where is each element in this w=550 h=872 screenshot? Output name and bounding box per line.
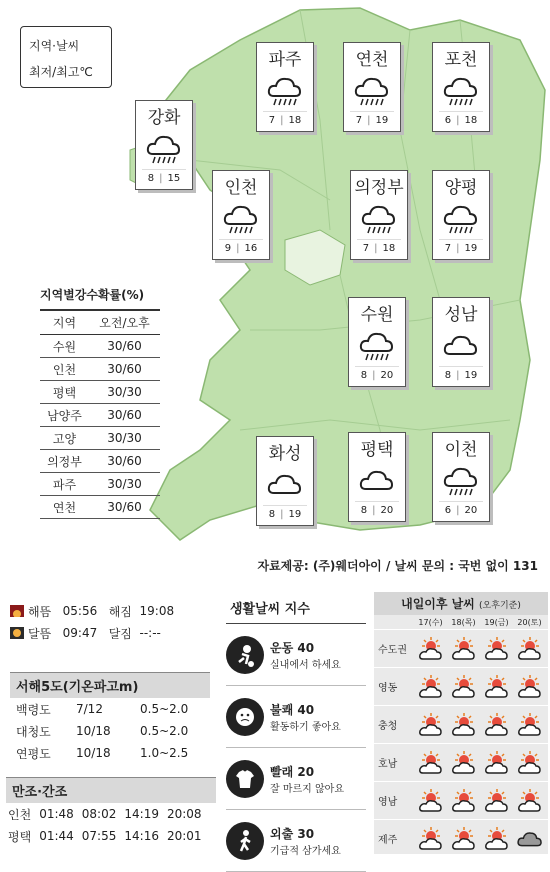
sunset-label: 해짐 (108, 604, 132, 619)
tide-table (6, 777, 216, 847)
index-value: 외출 30 (270, 826, 315, 841)
wave-height: 0.5~2.0 (140, 702, 189, 716)
weather-icon-wrap (349, 461, 405, 499)
sun-cloud-icon (450, 713, 478, 737)
city-name: 강화 (147, 108, 181, 128)
forecast-row (374, 705, 548, 743)
prob-value: 30/60 (89, 450, 160, 473)
temp-high: 20 (380, 370, 394, 381)
wave-height: 1.0~2.5 (140, 746, 189, 760)
temp-range (439, 239, 483, 256)
tomorrow-forecast (374, 592, 548, 854)
tide-time: 14:19 (124, 807, 159, 821)
index-value: 불쾌 40 (270, 702, 315, 717)
temp-low: 7 (444, 243, 452, 254)
temp-range (219, 239, 263, 256)
temp-sep: | (280, 115, 284, 126)
temp-low: 6 (444, 505, 452, 516)
forecast-row (374, 743, 548, 781)
weather-icon-wrap (136, 129, 192, 167)
prob-value: 30/60 (89, 496, 160, 519)
city-name: 수원 (360, 305, 394, 325)
forecast-cell (414, 713, 447, 737)
temp-sep: | (374, 243, 378, 254)
precip-probability-table (40, 286, 160, 519)
moonset-label: 달짐 (108, 626, 132, 641)
sun-cloud-icon (417, 637, 445, 661)
forecast-cell (447, 713, 480, 737)
forecast-region: 충청 (378, 721, 398, 732)
weather-icon-wrap (257, 465, 313, 503)
prob-row (40, 381, 160, 404)
temp-low: 7 (268, 115, 276, 126)
sun-cloud-icon (483, 789, 511, 813)
island-temp: 10/18 (76, 746, 111, 760)
temp-sep: | (159, 173, 163, 184)
life-index-item (226, 624, 366, 686)
cloud-icon (442, 330, 480, 360)
city-name: 파주 (268, 50, 302, 70)
col-region: 지역 (40, 310, 89, 335)
weather-icon-wrap (433, 326, 489, 364)
city-card (348, 432, 406, 522)
city-name: 연천 (355, 50, 389, 70)
sun-row (10, 600, 210, 622)
tide-time: 01:44 (39, 829, 74, 843)
prob-region: 남양주 (40, 404, 89, 427)
prob-region: 평택 (40, 381, 89, 404)
moonrise-icon (10, 627, 24, 639)
sun-cloud-icon (483, 827, 511, 851)
tide-time: 01:48 (39, 807, 74, 821)
prob-region: 의정부 (40, 450, 89, 473)
rain-icon (442, 200, 480, 236)
prob-region: 인천 (40, 358, 89, 381)
sun-cloud-icon (483, 637, 511, 661)
temp-range (142, 169, 186, 186)
temp-range (357, 239, 401, 256)
tide-time: 20:01 (166, 829, 202, 843)
city-name: 포천 (444, 50, 478, 70)
island-temp: 7/12 (76, 702, 103, 716)
prob-row (40, 496, 160, 519)
day-label: 20(토) (517, 617, 542, 627)
temp-sep: | (236, 243, 240, 254)
sea-row (10, 720, 210, 742)
temp-range (355, 366, 399, 383)
tide-place: 인천 (8, 807, 32, 822)
moonrise-label: 달뜸 (28, 626, 52, 641)
sun-cloud-icon (516, 751, 544, 775)
sun-cloud-icon (417, 751, 445, 775)
tide-time: 20:08 (166, 807, 202, 821)
west-sea-islands (10, 672, 210, 764)
tide-row (6, 803, 216, 825)
wave-height: 0.5~2.0 (140, 724, 189, 738)
temp-sep: | (372, 505, 376, 516)
forecast-cell (513, 713, 546, 737)
face-icon (226, 698, 264, 736)
prob-region: 파주 (40, 473, 89, 496)
temp-high: 19 (288, 509, 302, 520)
temp-high: 18 (288, 115, 302, 126)
temp-range (355, 501, 399, 518)
temp-range (439, 366, 483, 383)
life-index-item (226, 810, 366, 872)
tide-title: 만조·간조 (6, 777, 216, 803)
moon-row (10, 622, 210, 644)
temp-low: 8 (360, 505, 368, 516)
forecast-cell (480, 789, 513, 813)
sun-cloud-icon (516, 789, 544, 813)
temp-high: 20 (464, 505, 478, 516)
temp-range (439, 111, 483, 128)
forecast-cell (414, 675, 447, 699)
index-desc: 기급적 삼가세요 (270, 845, 341, 857)
prob-row (40, 450, 160, 473)
temp-high: 18 (464, 115, 478, 126)
forecast-cell (447, 675, 480, 699)
map-legend (20, 26, 112, 88)
city-card (432, 170, 490, 260)
day-label: 17(수) (418, 617, 443, 627)
rain-icon (266, 72, 304, 108)
forecast-cell (513, 827, 546, 851)
prob-region: 수원 (40, 335, 89, 358)
sun-cloud-icon (417, 713, 445, 737)
sunrise-label: 해뜸 (28, 604, 52, 619)
temp-high: 20 (380, 505, 394, 516)
forecast-cell (480, 713, 513, 737)
temp-low: 7 (362, 243, 370, 254)
index-desc: 실내에서 하세요 (270, 659, 341, 671)
island-name: 대청도 (16, 724, 51, 739)
forecast-region: 영동 (378, 683, 398, 694)
cloud-icon (266, 469, 304, 499)
index-desc: 잘 마르지 않아요 (270, 783, 344, 795)
day-label: 19(금) (484, 617, 509, 627)
rain-icon (145, 130, 183, 166)
city-card (432, 42, 490, 132)
forecast-cell (513, 789, 546, 813)
forecast-row (374, 819, 548, 857)
temp-range (263, 111, 307, 128)
index-value: 빨래 20 (270, 764, 315, 779)
temp-high: 19 (375, 115, 389, 126)
life-title: 생활날씨 지수 (226, 592, 366, 624)
temp-sep: | (280, 509, 284, 520)
city-name: 의정부 (354, 178, 404, 198)
temp-low: 7 (355, 115, 363, 126)
city-card (350, 170, 408, 260)
sun-cloud-icon (516, 713, 544, 737)
sun-cloud-icon (417, 789, 445, 813)
tomorrow-title (374, 592, 548, 615)
forecast-row (374, 667, 548, 705)
prob-value: 30/60 (89, 358, 160, 381)
data-source: 자료제공: (주)웨더아이 / 날씨 문의 : 국번 없이 131 (257, 559, 538, 573)
sun-cloud-icon (516, 675, 544, 699)
tomorrow-title-text: 내일이후 날씨 (401, 597, 475, 611)
temp-low: 8 (147, 173, 155, 184)
rain-icon (358, 327, 396, 363)
shirt-icon (226, 760, 264, 798)
forecast-cell (480, 675, 513, 699)
prob-value: 30/60 (89, 404, 160, 427)
city-card (343, 42, 401, 132)
soccer-icon (226, 636, 264, 674)
temp-sep: | (372, 370, 376, 381)
forecast-cell (513, 675, 546, 699)
tomorrow-subtitle: (오후기준) (479, 601, 521, 611)
sun-cloud-icon (483, 751, 511, 775)
day-label: 18(목) (451, 617, 476, 627)
forecast-cell (480, 637, 513, 661)
tide-time: 08:02 (81, 807, 117, 821)
forecast-cell (447, 637, 480, 661)
weather-icon-wrap (349, 326, 405, 364)
col-ampm: 오전/오후 (89, 310, 160, 335)
weather-icon-wrap (433, 71, 489, 109)
temp-range (263, 505, 307, 522)
city-name: 화성 (268, 444, 302, 464)
rain-icon (353, 72, 391, 108)
day-header (374, 615, 548, 629)
temp-low: 8 (360, 370, 368, 381)
life-index-item (226, 686, 366, 748)
rain-icon (442, 462, 480, 498)
sun-cloud-icon (483, 675, 511, 699)
city-card (432, 297, 490, 387)
moonrise-time: 09:47 (62, 626, 98, 640)
tide-row (6, 825, 216, 847)
index-desc: 활동하기 좋아요 (270, 721, 341, 733)
weather-icon-wrap (344, 71, 400, 109)
city-name: 인천 (224, 178, 258, 198)
temp-range (350, 111, 394, 128)
city-card (432, 432, 490, 522)
temp-sep: | (456, 115, 460, 126)
forecast-cell (513, 637, 546, 661)
forecast-cell (414, 637, 447, 661)
temp-high: 15 (167, 173, 181, 184)
city-card (256, 42, 314, 132)
temp-high: 19 (464, 370, 478, 381)
legend-line-1: 지역·날씨 (29, 39, 80, 53)
sunset-time: 19:08 (139, 604, 175, 618)
rain-icon (442, 72, 480, 108)
sea-row (10, 742, 210, 764)
forecast-region: 수도권 (378, 645, 407, 656)
island-name: 백령도 (16, 702, 51, 717)
sea-title: 서해5도(기온파고m) (10, 672, 210, 698)
forecast-cell (447, 789, 480, 813)
sun-cloud-icon (417, 675, 445, 699)
temp-low: 6 (444, 115, 452, 126)
temp-low: 9 (224, 243, 232, 254)
forecast-cell (414, 827, 447, 851)
prob-row (40, 358, 160, 381)
prob-row (40, 473, 160, 496)
rain-icon (360, 200, 398, 236)
forecast-cell (480, 751, 513, 775)
sun-cloud-icon (450, 789, 478, 813)
precip-title: 지역별강수확률(%) (40, 288, 145, 302)
sun-cloud-icon (483, 713, 511, 737)
city-name: 양평 (444, 178, 478, 198)
sun-cloud-icon (450, 827, 478, 851)
temp-sep: | (456, 370, 460, 381)
temp-sep: | (456, 505, 460, 516)
tide-place: 평택 (8, 829, 32, 844)
city-card (135, 100, 193, 190)
sun-cloud-icon (450, 751, 478, 775)
city-name: 성남 (444, 305, 478, 325)
city-name: 평택 (360, 440, 394, 460)
city-card (212, 170, 270, 260)
city-card (348, 297, 406, 387)
sun-moon-times (10, 600, 210, 644)
forecast-cell (480, 827, 513, 851)
prob-row (40, 335, 160, 358)
temp-sep: | (367, 115, 371, 126)
prob-region: 연천 (40, 496, 89, 519)
temp-high: 18 (382, 243, 396, 254)
walker-icon (226, 822, 264, 860)
weather-icon-wrap (351, 199, 407, 237)
forecast-cell (414, 789, 447, 813)
sun-cloud-icon (516, 637, 544, 661)
weather-icon-wrap (257, 71, 313, 109)
tide-time: 07:55 (81, 829, 117, 843)
island-name: 연평도 (16, 746, 51, 761)
cloud-icon (516, 827, 544, 851)
forecast-cell (447, 827, 480, 851)
temp-range (439, 501, 483, 518)
legend-line-2: 최저/최고℃ (29, 65, 93, 79)
forecast-cell (414, 751, 447, 775)
prob-row (40, 404, 160, 427)
sun-cloud-icon (450, 675, 478, 699)
sunrise-icon (10, 605, 24, 617)
weather-icon-wrap (433, 461, 489, 499)
island-temp: 10/18 (76, 724, 111, 738)
weather-icon-wrap (213, 199, 269, 237)
cloud-icon (358, 465, 396, 495)
prob-value: 30/60 (89, 335, 160, 358)
life-index-item (226, 748, 366, 810)
moonset-time: --:-- (139, 626, 161, 640)
prob-value: 30/30 (89, 381, 160, 404)
temp-high: 16 (244, 243, 258, 254)
forecast-region: 제주 (378, 835, 398, 846)
prob-value: 30/30 (89, 427, 160, 450)
temp-low: 8 (444, 370, 452, 381)
forecast-cell (513, 751, 546, 775)
forecast-row (374, 781, 548, 819)
temp-sep: | (456, 243, 460, 254)
forecast-row (374, 629, 548, 667)
tide-time: 14:16 (124, 829, 159, 843)
prob-region: 고양 (40, 427, 89, 450)
temp-high: 19 (464, 243, 478, 254)
index-value: 운동 40 (270, 640, 315, 655)
prob-value: 30/30 (89, 473, 160, 496)
sea-row (10, 698, 210, 720)
forecast-region: 영남 (378, 797, 398, 808)
city-name: 이천 (444, 440, 478, 460)
sun-cloud-icon (450, 637, 478, 661)
weather-icon-wrap (433, 199, 489, 237)
sunrise-time: 05:56 (62, 604, 98, 618)
rain-icon (222, 200, 260, 236)
prob-row (40, 427, 160, 450)
sun-cloud-icon (417, 827, 445, 851)
temp-low: 8 (268, 509, 276, 520)
forecast-cell (447, 751, 480, 775)
forecast-region: 호남 (378, 759, 398, 770)
life-weather-index (226, 592, 366, 872)
city-card (256, 436, 314, 526)
